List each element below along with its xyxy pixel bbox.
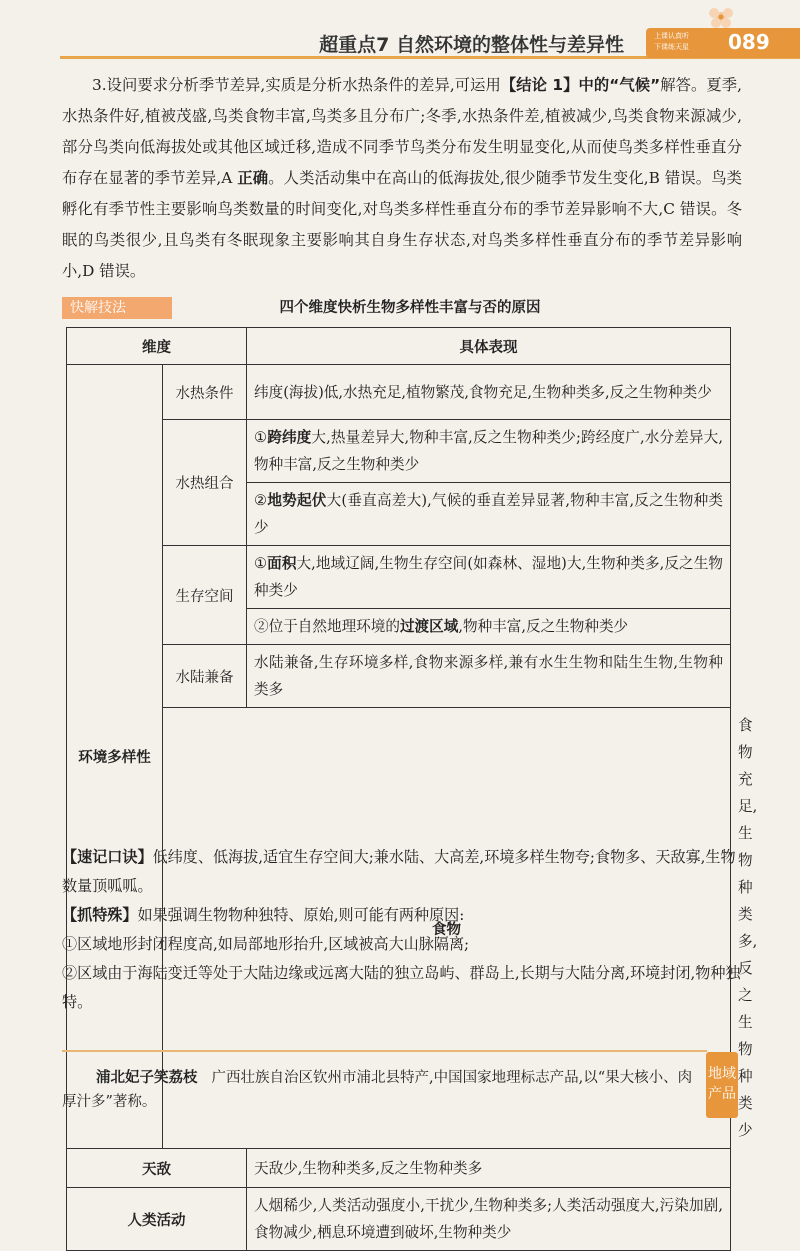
table-row bbox=[67, 1149, 731, 1188]
footer-rule bbox=[62, 1050, 707, 1052]
tip-label: 快解技法 bbox=[62, 297, 172, 319]
sub-water-heat: 水热条件 bbox=[163, 365, 247, 420]
sub-water-land: 水陆兼备 bbox=[163, 645, 247, 708]
answer-paragraph: 3.设问要求分析季节差异,实质是分析水热条件的差异,可运用【结论 1】中的“气候”解答。夏季,水热条件好,植被茂盛,鸟类食物丰富,鸟类多且分布广;冬季,水热条件差,植被减少,鸟类食物来源减少,部分鸟类向低海拔处或其他区域迁移,造成不同季节鸟类分布发生明显变化,从而使鸟类多样性垂直分布存在显著的季节差异,A 正确。人类活动集中在高山的低海拔处,很少随季节发生变化,B 错误。鸟类孵化有季节性主要影响鸟类数量的时间变化,对鸟类多样性垂直分布的季节差异影响不大,C 错误。冬眠的鸟类很少,且鸟类有冬眠现象主要影响其自身生存状态,对鸟类多样性垂直分布的季节差异影响小,D 错误。 bbox=[62, 76, 742, 280]
dim-human: 人类活动 bbox=[67, 1188, 247, 1251]
table-row bbox=[67, 645, 731, 708]
sub-living-space: 生存空间 bbox=[163, 546, 247, 645]
page-header bbox=[0, 0, 800, 62]
table-row bbox=[67, 420, 731, 483]
detail-water-land: 水陆兼备,生存环境多样,食物来源多样,兼有水生生物和陆生生物,生物种类多 bbox=[247, 645, 731, 708]
correct-mark: 正确 bbox=[237, 169, 269, 187]
table-row: 食物 食物充足,生物种类多,反之生物种类少 bbox=[67, 708, 731, 1149]
special-case: 【抓特殊】如果强调生物物种独特、原始,则可能有两种原因: bbox=[62, 906, 465, 924]
detail-combo-1: ①跨纬度大,热量差异大,物种丰富,反之生物种类少;跨经度广,水分差异大,物种丰富,反之生物种类少 bbox=[247, 420, 731, 483]
regional-product-tab: 地域 产品 bbox=[706, 1052, 738, 1118]
header-slogan: 上课认真听 下课练天星 bbox=[654, 32, 689, 51]
page-number-tag bbox=[646, 28, 800, 58]
table-header-row bbox=[67, 328, 731, 365]
notes-section bbox=[62, 843, 742, 1017]
mnemonic: 【速记口诀】低纬度、低海拔,适宜生存空间大;兼水陆、大高差,环境多样生物夸;食物多、天敌寡,生物数量顶呱呱。 bbox=[62, 848, 736, 895]
table-row bbox=[67, 365, 731, 420]
page-title: 超重点7 自然环境的整体性与差异性 bbox=[319, 34, 624, 56]
detail-space-1: ①面积大,地域辽阔,生物生存空间(如森林、湿地)大,生物种类多,反之生物种类少 bbox=[247, 546, 731, 609]
footer-note bbox=[62, 1066, 698, 1114]
detail-water-heat: 纬度(海拔)低,水热充足,植物繁茂,食物充足,生物种类多,反之生物种类少 bbox=[247, 365, 731, 420]
special-case-2: ②区域由于海陆变迁等处于大陆边缘或远离大陆的独立岛屿、群岛上,长期与大陆分离,环境封闭,物种独特。 bbox=[62, 964, 741, 1011]
detail-enemy: 天敌少,生物种类多,反之生物种类多 bbox=[247, 1149, 731, 1188]
conclusion-reference: 【结论 1】中的“气候” bbox=[500, 76, 661, 94]
dim-environment: 环境多样性 bbox=[67, 365, 163, 1149]
header-dimension: 维度 bbox=[67, 328, 247, 365]
flower-icon bbox=[704, 4, 738, 30]
detail-combo-2: ②地势起伏大(垂直高差大),气候的垂直差异显著,物种丰富,反之生物种类少 bbox=[247, 483, 731, 546]
detail-space-2: ②位于自然地理环境的过渡区域,物种丰富,反之生物种类少 bbox=[247, 609, 731, 645]
sub-water-heat-combo: 水热组合 bbox=[163, 420, 247, 546]
dim-food: 食物 bbox=[163, 708, 731, 1149]
page-number: 089 bbox=[728, 30, 770, 54]
table-row bbox=[67, 546, 731, 609]
header-detail: 具体表现 bbox=[247, 328, 731, 365]
special-case-1: ①区域地形封闭程度高,如局部地形抬升,区域被高大山脉隔离; bbox=[62, 935, 470, 953]
dim-enemy: 天敌 bbox=[67, 1149, 247, 1188]
product-name: 浦北妃子笑荔枝 bbox=[96, 1070, 198, 1086]
table-row bbox=[67, 1188, 731, 1251]
detail-human: 人烟稀少,人类活动强度小,干扰少,生物种类多;人类活动强度大,污染加剧,食物减少,栖息环境遭到破坏,生物种类少 bbox=[247, 1188, 731, 1251]
product-description: 广西壮族自治区钦州市浦北县特产,中国国家地理标志产品,以“果大核小、肉厚汁多”著称。 bbox=[62, 1070, 693, 1110]
table-title: 四个维度快析生物多样性丰富与否的原因 bbox=[279, 300, 541, 316]
